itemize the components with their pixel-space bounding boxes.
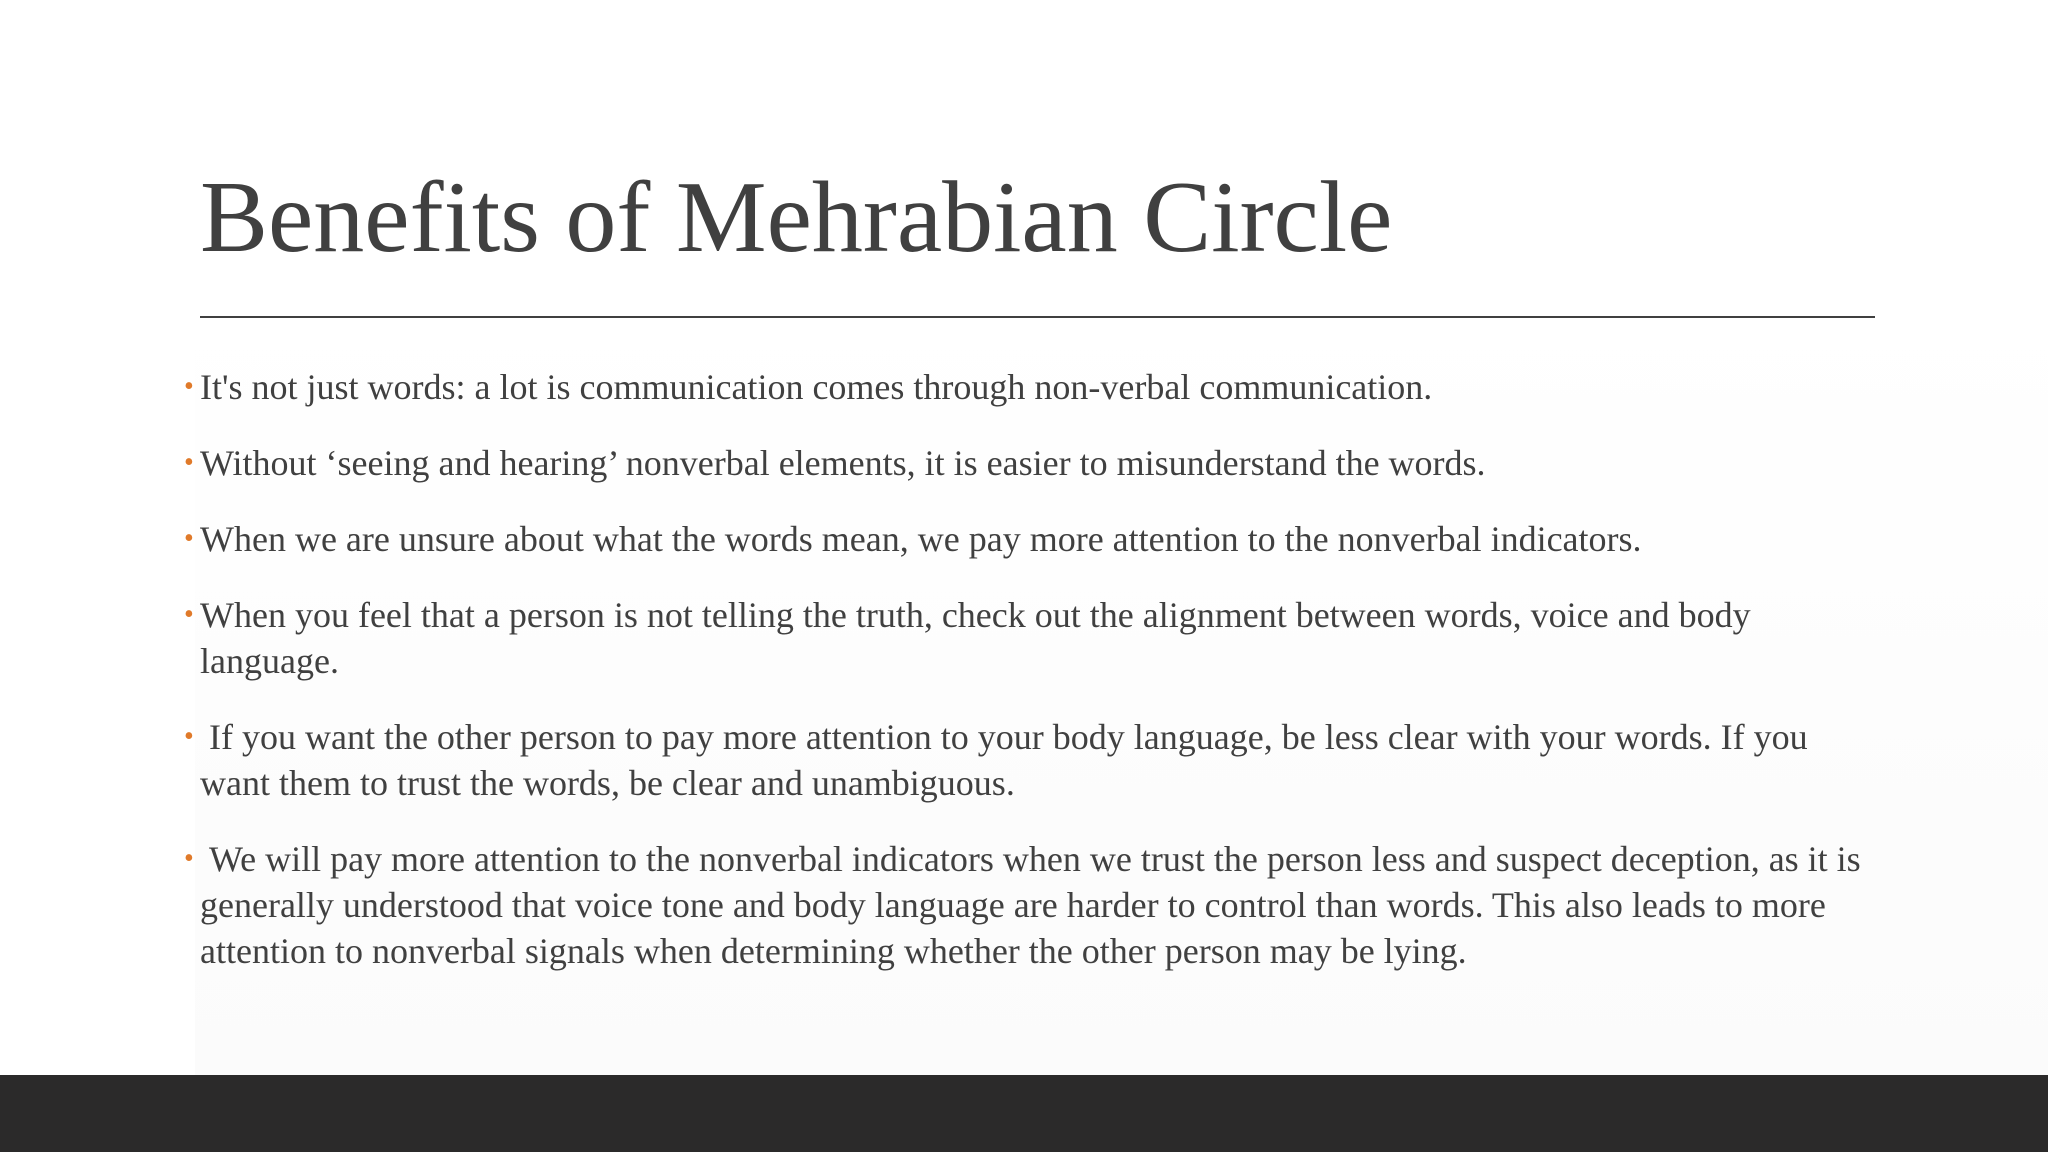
bullet-item [184, 364, 1884, 410]
bullet-text: When you feel that a person is not telling the truth, check out the alignment between words, voice and body language. [200, 595, 1751, 681]
bullet-marker: • [184, 599, 194, 630]
bullet-text: We will pay more attention to the nonverbal indicators when we trust the person less and suspect deception, as it is generally understood that voice tone and body language are harder to control than words. This also leads to more attention to nonverbal signals when determining whether the other person may be lying. [200, 839, 1861, 971]
bullet-marker: • [184, 843, 194, 874]
bullet-item [184, 592, 1884, 684]
bullet-item [184, 516, 1884, 562]
bullet-item [184, 440, 1884, 486]
title-divider [200, 316, 1875, 318]
bullet-marker: • [184, 721, 194, 752]
bullet-marker: • [184, 523, 194, 554]
bullet-marker: • [184, 371, 194, 402]
bullet-item [184, 836, 1884, 974]
bullet-list [184, 364, 1884, 1004]
bullet-text: Without ‘seeing and hearing’ nonverbal elements, it is easier to misunderstand the words. [200, 443, 1486, 483]
bullet-text: When we are unsure about what the words mean, we pay more attention to the nonverbal indicators. [200, 519, 1642, 559]
bullet-marker: • [184, 447, 194, 478]
bullet-text: It's not just words: a lot is communication comes through non-verbal communication. [200, 367, 1433, 407]
slide-title: Benefits of Mehrabian Circle [200, 161, 1393, 274]
bullet-text: If you want the other person to pay more attention to your body language, be less clear with your words. If you want them to trust the words, be clear and unambiguous. [200, 717, 1808, 803]
footer-bar [0, 1075, 2048, 1152]
bullet-item [184, 714, 1884, 806]
